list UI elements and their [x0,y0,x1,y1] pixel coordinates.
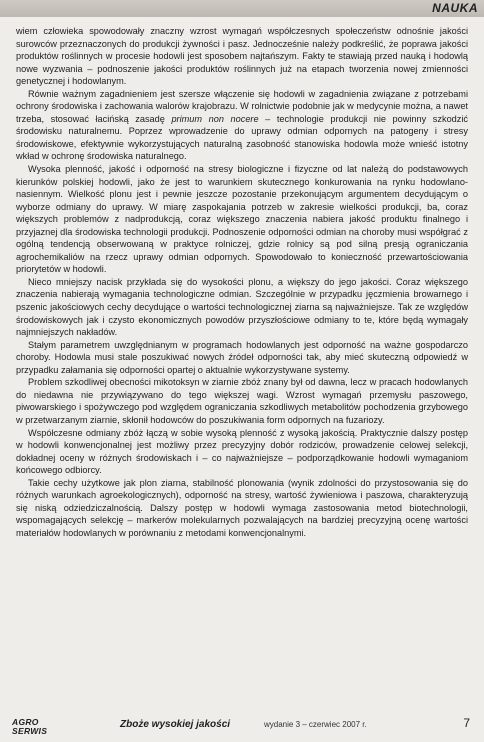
section-label: NAUKA [432,1,478,15]
article-body [16,25,468,539]
paragraph-text: – technologie produkcji nie powinny szkodzić środowisku naturalnemu. Poprzez wprowadzenie do uprawy odmian odpornych na patogeny i stresy środowiskowe, efektywnie wykorzystujących naturalną zasobność stanowiska hodowla może wnieść istotny wkład w ochronę środowiska naturalnego. [16,113,469,162]
paragraph: Wysoka plenność, jakość i odporność na stresy biologiczne i fizyczne od lat należą do podstawowych kierunków polskiej hodowli, jako że jest to warunkiem skutecznego konkurowania na rynku hodowlano-nasiennym. Wielkość plonu jest i pewnie jeszcze pozostanie przekonującym argumentem decydującym o wyborze odmiany do uprawy. W miarę zaspokajania potrzeb w zakresie wielkości produkcji, ba, coraz większych problemów z nadprodukcją, coraz większego znaczenia nabiera jakość produktu finalnego i przyjaznej dla środowiska technologii produkcji. Podnoszenie odporności odmian na choroby musi współgrać z ogólną tendencją obserwowaną w praktyce rolniczej, gdzie rolnicy są pod silną presją ograniczania agrochemikaliów na rzecz uprawy odmian odpornych. Spowodowało to konieczność przewartościowania priorytetów w hodowli. [16,164,468,275]
paragraph: Takie cechy użytkowe jak plon ziarna, stabilność plonowania (wynik zdolności do przystosowania się do różnych warunkach agroekologicznych), odporność na stresy, wartość żywieniowa i paszowa, charakteryzują się niską odziedziczalnością. Dalszy postęp w hodowli wymaga zastosowania metod biotechnologii, wspomagających selekcję – markerów molekularnych pozwalających na bardziej precyzyjną ocenę wartości materiałów hodowlanych w porównaniu z metodami konwencjonalnymi. [16,477,468,538]
paragraph: Nieco mniejszy nacisk przykłada się do wysokości plonu, a większy do jego jakości. Coraz większego znaczenia nabierają wymagania technologiczne odmian. Szczególnie w przypadku jęczmienia browarnego i pszenic jakościowych cechy decydujące o wartości technologicznej ziarna są najważniejsze. Tak ze względów środowiskowych jak i czysto ekonomicznych powodów przyszłościowe odmiany to te, które będą wymagały najmniejszych nakładów. [16,276,468,338]
magazine-title: Zboże wysokiej jakości [120,719,231,730]
brand-line: AGRO [12,717,39,727]
issue-info: wydanie 3 – czerwiec 2007 r. [264,720,367,729]
paragraph: Współczesne odmiany zbóż łączą w sobie wysoką plenność z wysoką jakością. Praktycznie dalszy postęp w hodowli konwencjonalnej jest możliwy przez precyzyjny dobór rodziców, prowadzenie celowej selekcji, dokładnej oceny w różnych środowiskach i – co najważniejsze – podporządkowanie hodowli wymaganiom końcowego odbiorcy. [16,427,468,476]
paragraph-text: Równie ważnym zagadnieniem jest szersze włączenie się hodowli w zagadnienia związane z potrzebami ochrony środowiska i zachowania walorów krajobrazu. W rolnictwie podobnie jak w medycynie można, a nawet trzeba, stosować łacińską zasadę [16,88,468,124]
section-header-band [0,0,484,17]
paragraph: Problem szkodliwej obecności mikotoksyn w ziarnie zbóż znany był od dawna, lecz w pracach hodowlanych do niedawna nie przywiązywano do tego większej wagi. Wzrost wymagań przemysłu paszowego, piwowarskiego i spożywczego pod względem ograniczania szkodliwych metabolitów pochodzenia grzybowego w przetwarzanym ziarnie, skłonił hodowców do poszukiwania form odpornych na fuzariozy. [16,377,468,425]
paragraph: wiem człowieka spowodowały znaczny wzrost wymagań współczesnych społeczeństw odnośnie jakości surowców przeznaczonych do produkcji żywności i pasz. Jednocześnie należy podkreślić, że poprawa jakości produktów roślinnych w procesie hodowli jest sposobem najtańszym. Fakty te stawiają przed nauką i hodowlą nowe wyzwania – podnoszenie jakości produktów roślinnych już na etapach tworzenia nowej zmienności genetycznej i hodowlanym. [16,26,468,87]
brand-logo [12,718,47,736]
page-number: 7 [463,716,470,730]
paragraph: Stałym parametrem uwzględnianym w programach hodowlanych jest odporność na ważne gospodarczo choroby. Hodowla musi stale poszukiwać nowych źródeł odporności tak, aby mieć skuteczną odpowiedź w przypadku załamania się odporności opartej o aktualnie wykorzystywane systemy. [16,339,468,375]
page-footer [0,712,484,742]
latin-phrase: primum non nocere [171,113,259,124]
brand-line: SERWIS [12,726,48,736]
paragraph [16,88,468,163]
